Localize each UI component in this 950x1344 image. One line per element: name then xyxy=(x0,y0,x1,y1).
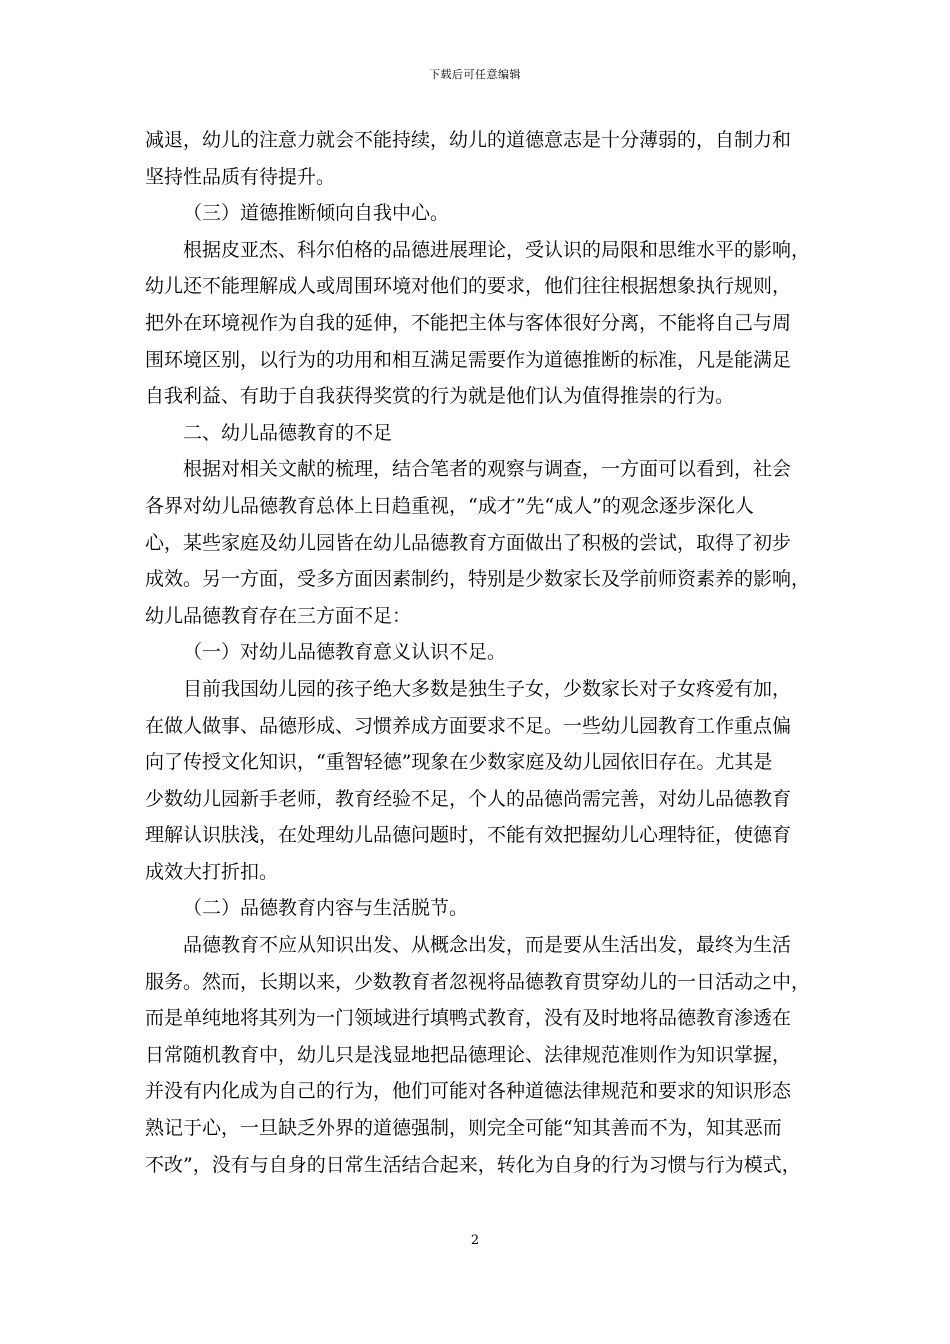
paragraph: 根据对相关文献的梳理，结合笔者的观察与调查，一方面可以看到，社会 各界对幼儿品德教育总体上日趋重视，“成才”先“成人”的观念逐步深化人 心，某些家庭及幼儿园皆在幼儿品德教育方面做出了积极的尝试，取得了初步 成效。另一方面，受多方面因素制约，特别是少数家长及学前师资素养的影响， 幼儿品德教育存在三方面不足： xyxy=(145,458,811,627)
page-header: 下载后可任意编辑 xyxy=(429,68,521,81)
section-heading-2: 二、幼儿品德教育的不足 xyxy=(183,421,393,444)
document-body xyxy=(145,122,815,1183)
subheading-1: （一）对幼儿品德教育意义认识不足。 xyxy=(183,641,507,664)
page-number: 2 xyxy=(470,1233,480,1248)
subheading-3: （三）道德推断倾向自我中心。 xyxy=(183,202,450,225)
paragraph: 目前我国幼儿园的孩子绝大多数是独生子女，少数家长对子女疼爱有加， 在做人做事、品德形成、习惯养成方面要求不足。一些幼儿园教育工作重点偏 向了传授文化知识，“重智轻德”现象在少数家庭及幼儿园依旧存在。尤其是 少数幼儿园新手老师，教育经验不足，个人的品德尚需完善，对幼儿品德教育 理解认识肤浅，在处理幼儿品德问题时，不能有效把握幼儿心理特征，使德育 成效大打折扣。 xyxy=(145,677,792,883)
subheading-2: （二）品德教育内容与生活脱节。 xyxy=(183,897,469,920)
paragraph: 品德教育不应从知识出发、从概念出发，而是要从生活出发，最终为生活 服务。然而，长期以来，少数教育者忽视将品德教育贯穿幼儿的一日活动之中， 而是单纯地将其列为一门领域进行填鸭式教育，没有及时地将品德教育渗透在 日常随机教育中，幼儿只是浅显地把品德理论、法律规范准则作为知识掌握， 并没有内化成为自己的行为，他们可能对各种道德法律规范和要求的知识形态 熟记于心，一旦缺乏外界的道德强制，则完全可能“知其善而不为，知其恶而 不改”，没有与自身的日常生活结合起来，转化为自身的行为习惯与行为模式， xyxy=(145,934,811,1176)
paragraph-continuation: 减退，幼儿的注意力就会不能持续，幼儿的道德意志是十分薄弱的，自制力和 坚持性品质有待提升。 xyxy=(145,129,792,188)
paragraph: 根据皮亚杰、科尔伯格的品德进展理论，受认识的局限和思维水平的影响， 幼儿还不能理解成人或周围环境对他们的要求，他们往往根据想象执行规则， 把外在环境视作为自我的延伸，不能把主体与客体很好分离，不能将自己与周 围环境区别，以行为的功用和相互满足需要作为道德推断的标准，凡是能满足 自我利益、有助于自我获得奖赏的行为就是他们认为值得推崇的行为。 xyxy=(145,238,811,408)
